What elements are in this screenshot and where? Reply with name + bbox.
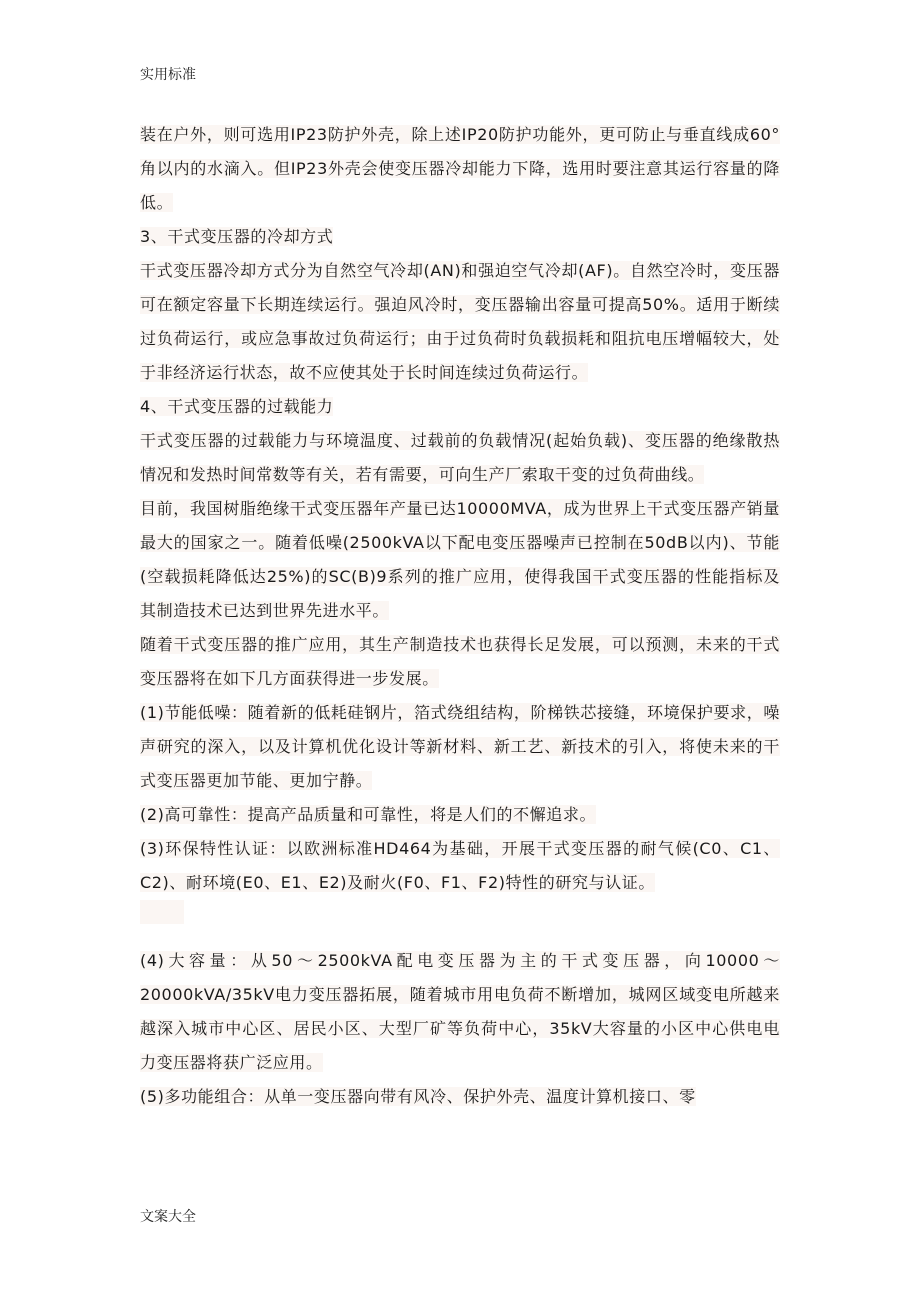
list-item-reliability: (2)高可靠性：提高产品质量和可靠性，将是人们的不懈追求。 — [140, 805, 597, 824]
paragraph-domestic-production: 目前，我国树脂绝缘干式变压器年产量已达10000MVA，成为世界上干式变压器产销量最大的国家之一。随着低噪(2500kVA以下配电变压器噪声已控制在50dB以内)、节能(空载损耗降低达25%)的SC(B)9系列的推广应用，使得我国干式变压器的性能指标及其制造技术已达到世界先进水平。 — [140, 499, 780, 620]
list-item-large-capacity: (4)大容量：从50～2500kVA配电变压器为主的干式变压器，向10000～20000kVA/35kV电力变压器拓展，随着城市用电负荷不断增加，城网区域变电所越来越深入城市中心区、居民小区、大型厂矿等负荷中心，35kV大容量的小区中心供电电力变压器将获广泛应用。 — [140, 951, 780, 1072]
paragraph-overload-capacity: 干式变压器的过载能力与环境温度、过载前的负载情况(起始负载)、变压器的绝缘散热情况和发热时间常数等有关，若有需要，可向生产厂索取干变的过负荷曲线。 — [140, 431, 780, 484]
paragraph-future-development: 随着干式变压器的推广应用，其生产制造技术也获得长足发展，可以预测，未来的干式变压器将在如下几方面获得进一步发展。 — [140, 635, 780, 688]
blank-line — [140, 900, 780, 934]
paragraph-outdoor-enclosure: 装在户外，则可选用IP23防护外壳，除上述IP20防护功能外，更可防止与垂直线成60°角以内的水滴入。但IP23外壳会使变压器冷却能力下降，选用时要注意其运行容量的降低。 — [140, 125, 780, 212]
document-body — [140, 118, 780, 1114]
blank-line-highlight — [140, 900, 184, 924]
list-item-energy-saving: (1)节能低噪：随着新的低耗硅钢片，箔式绕组结构，阶梯铁芯接缝，环境保护要求，噪声研究的深入，以及计算机优化设计等新材料、新工艺、新技术的引入，将使未来的干式变压器更加节能、更加宁静。 — [140, 703, 780, 790]
heading-cooling-method: 3、干式变压器的冷却方式 — [140, 227, 334, 246]
paragraph-gap — [140, 934, 780, 944]
page-header: 实用标准 — [140, 67, 196, 83]
page-footer: 文案大全 — [140, 1209, 196, 1225]
heading-overload-capacity: 4、干式变压器的过载能力 — [140, 397, 334, 416]
list-item-environmental-certification: (3)环保特性认证：以欧洲标准HD464为基础，开展干式变压器的耐气候(C0、C1、C2)、耐环境(E0、E1、E2)及耐火(F0、F1、F2)特性的研究与认证。 — [140, 839, 780, 892]
paragraph-cooling-method: 干式变压器冷却方式分为自然空气冷却(AN)和强迫空气冷却(AF)。自然空冷时，变压器可在额定容量下长期连续运行。强迫风冷时，变压器输出容量可提高50%。适用于断续过负荷运行，或应急事故过负荷运行；由于过负荷时负载损耗和阻抗电压增幅较大，处于非经济运行状态，故不应使其处于长时间连续过负荷运行。 — [140, 261, 780, 382]
list-item-multifunction: (5)多功能组合：从单一变压器向带有风冷、保护外壳、温度计算机接口、零 — [140, 1087, 696, 1106]
